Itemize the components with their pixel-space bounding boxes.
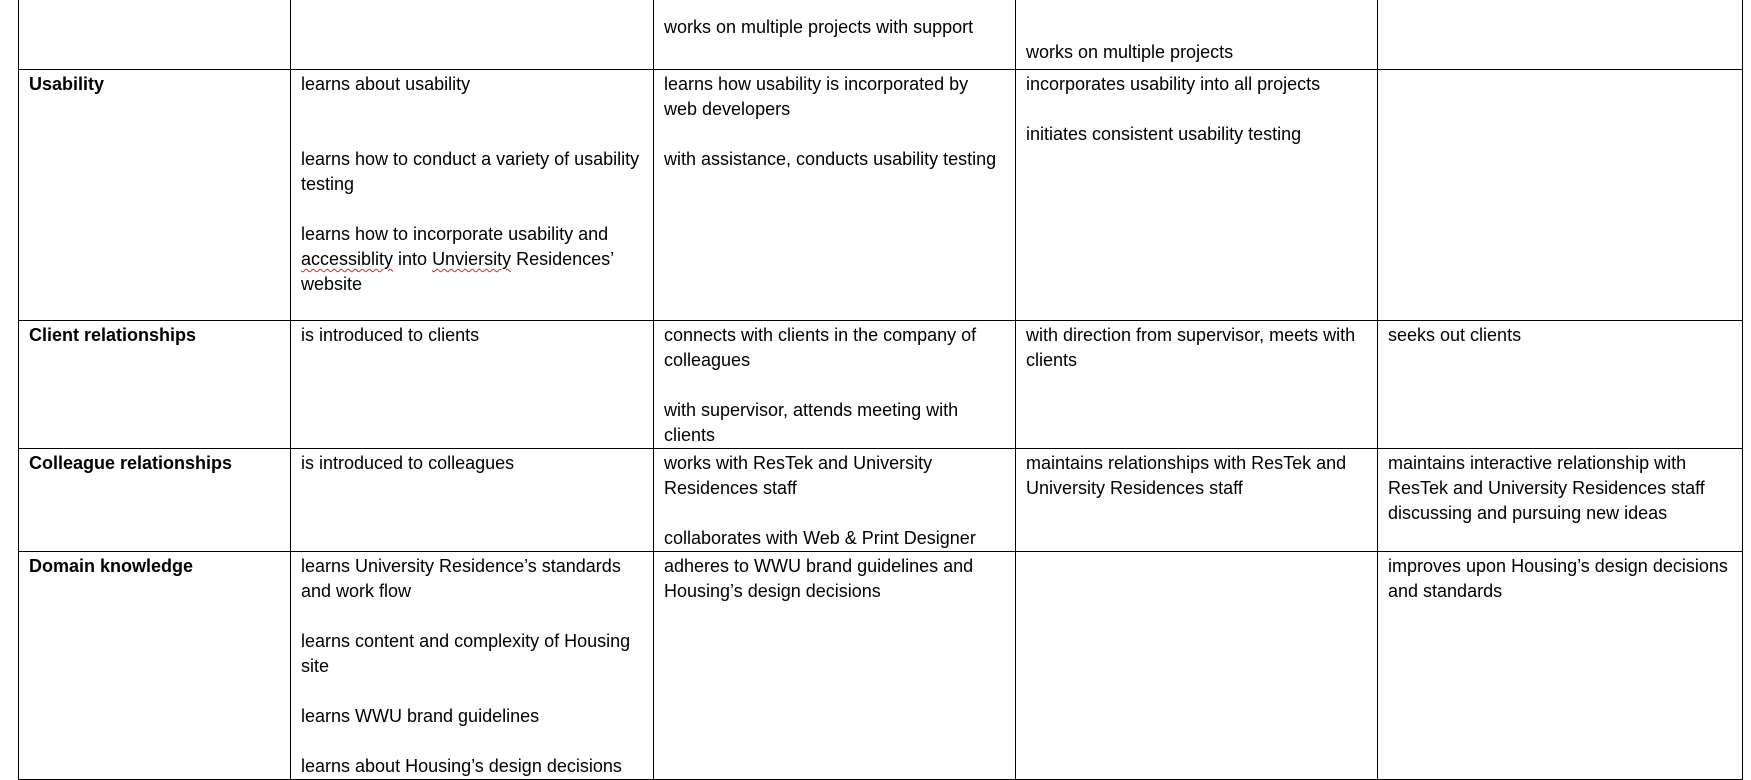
table-row-domain-knowledge [19, 552, 1743, 780]
row-label: Colleague relationships [19, 449, 291, 552]
table-cell [654, 0, 1016, 70]
cell-text: initiates consistent usability testing [1026, 124, 1302, 144]
cell-text: learns how usability is incorporated by web developers [664, 74, 969, 119]
cell-text: improves upon Housing’s design decisions and standards [1388, 556, 1728, 601]
cell-text: seeks out clients [1388, 325, 1522, 345]
table-cell [291, 70, 654, 321]
cell-text: incorporates usability into all projects [1026, 74, 1321, 94]
row-label: Domain knowledge [19, 552, 291, 780]
table-cell [1378, 449, 1743, 552]
cell-text: learns University Residence’s standards and work flow [301, 556, 621, 601]
misspelled-word[interactable]: accessiblity [301, 249, 394, 269]
cell-text: learns content and complexity of Housing site [301, 631, 631, 676]
cell-text: collaborates with Web & Print Designer [664, 528, 976, 548]
cell-text: is introduced to clients [301, 325, 480, 345]
cell-text: connects with clients in the company of colleagues [664, 325, 977, 370]
cell-text: learns how to incorporate usability and accessiblity into Unviersity Residences’ website [301, 224, 614, 294]
cell-text: learns WWU brand guidelines [301, 706, 540, 726]
cell-text: with supervisor, attends meeting with clients [664, 400, 959, 445]
table-cell [291, 321, 654, 449]
table-cell [654, 321, 1016, 449]
table-cell [291, 449, 654, 552]
table-cell [1378, 0, 1743, 70]
table-row-colleague-relationships [19, 449, 1743, 552]
cell-text: works on multiple projects with support [664, 17, 974, 37]
cell-text: with assistance, conducts usability testing [664, 149, 997, 169]
cell-text: adheres to WWU brand guidelines and Housing’s design decisions [664, 556, 974, 601]
table-cell [1378, 321, 1743, 449]
cell-text: with direction from supervisor, meets with clients [1026, 325, 1356, 370]
table-row-usability [19, 70, 1743, 321]
cell-text: works with ResTek and University Residences staff [664, 453, 933, 498]
cell-text: maintains relationships with ResTek and University Residences staff [1026, 453, 1347, 498]
row-label: Usability [19, 70, 291, 321]
misspelled-word[interactable]: Unviersity [432, 249, 512, 269]
cell-text: learns how to conduct a variety of usability testing [301, 149, 640, 194]
row-label [19, 0, 291, 70]
row-label: Client relationships [19, 321, 291, 449]
table-cell [1016, 449, 1378, 552]
cell-text: learns about usability [301, 74, 471, 94]
table-cell [1016, 552, 1378, 780]
table-cell [291, 0, 654, 70]
competency-table [18, 0, 1743, 780]
table-cell [654, 449, 1016, 552]
table-cell [291, 552, 654, 780]
table-cell [1378, 70, 1743, 321]
cell-text: works on multiple projects [1026, 42, 1234, 62]
cell-text: learns about Housing’s design decisions [301, 756, 622, 776]
table-cell [1016, 70, 1378, 321]
table-cell [654, 552, 1016, 780]
table-cell [654, 70, 1016, 321]
table-cell [1016, 321, 1378, 449]
table-cell [1378, 552, 1743, 780]
cell-text: maintains interactive relationship with ResTek and University Residences staff discussing and pursuing new ideas [1388, 453, 1705, 523]
table-row-continued [19, 0, 1743, 70]
cell-text: is introduced to colleagues [301, 453, 515, 473]
table-cell [1016, 0, 1378, 70]
table-row-client-relationships [19, 321, 1743, 449]
